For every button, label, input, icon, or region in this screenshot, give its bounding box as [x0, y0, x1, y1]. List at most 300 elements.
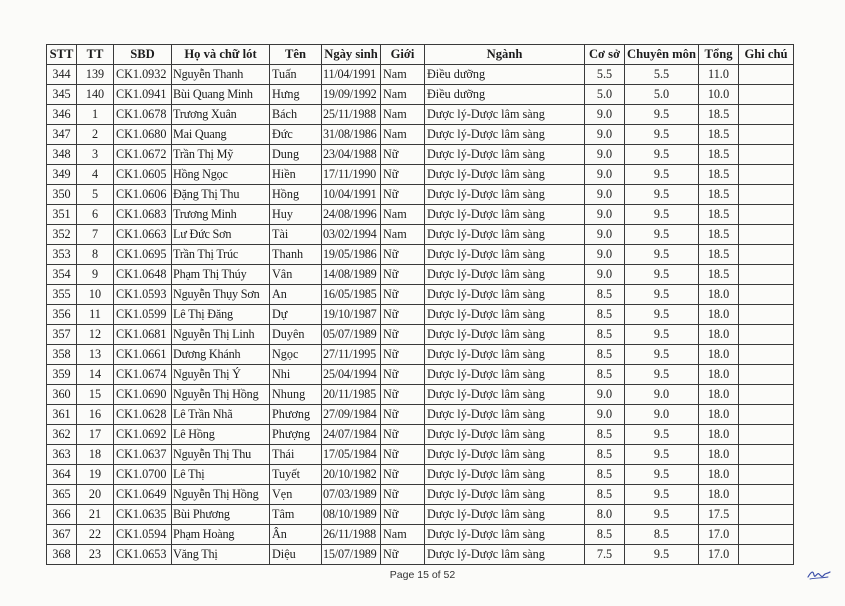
cell-stt: 355 — [47, 285, 77, 305]
cell-chuyen-mon: 5.5 — [625, 65, 699, 85]
cell-ngay-sinh: 17/11/1990 — [322, 165, 381, 185]
cell-tong: 18.0 — [699, 345, 739, 365]
cell-ngay-sinh: 08/10/1989 — [322, 505, 381, 525]
cell-chuyen-mon: 9.5 — [625, 265, 699, 285]
cell-gioi: Nữ — [381, 405, 425, 425]
cell-ngay-sinh: 27/09/1984 — [322, 405, 381, 425]
cell-tt: 7 — [77, 225, 114, 245]
cell-ten: Dung — [270, 145, 322, 165]
cell-ghi-chu — [739, 185, 794, 205]
cell-tong: 18.5 — [699, 145, 739, 165]
cell-tong: 18.5 — [699, 245, 739, 265]
cell-ngay-sinh: 24/07/1984 — [322, 425, 381, 445]
cell-ten: Dự — [270, 305, 322, 325]
cell-ten: Phương — [270, 405, 322, 425]
cell-ho-ten-lot: Nguyễn Thị Linh — [172, 325, 270, 345]
cell-co-so: 7.5 — [585, 545, 625, 565]
table-row — [47, 405, 794, 425]
cell-tong: 18.0 — [699, 425, 739, 445]
cell-nganh: Dược lý-Dược lâm sàng — [425, 445, 585, 465]
cell-co-so: 9.0 — [585, 205, 625, 225]
cell-sbd: CK1.0680 — [114, 125, 172, 145]
cell-sbd: CK1.0695 — [114, 245, 172, 265]
cell-stt: 359 — [47, 365, 77, 385]
header-row — [47, 45, 794, 65]
header-tong: Tổng — [699, 45, 739, 65]
cell-nganh: Dược lý-Dược lâm sàng — [425, 345, 585, 365]
cell-nganh: Dược lý-Dược lâm sàng — [425, 425, 585, 445]
cell-co-so: 9.0 — [585, 225, 625, 245]
cell-ghi-chu — [739, 105, 794, 125]
cell-ghi-chu — [739, 365, 794, 385]
cell-tt: 3 — [77, 145, 114, 165]
cell-tong: 17.0 — [699, 545, 739, 565]
cell-ghi-chu — [739, 225, 794, 245]
cell-chuyen-mon: 9.5 — [625, 445, 699, 465]
cell-tt: 140 — [77, 85, 114, 105]
cell-tt: 13 — [77, 345, 114, 365]
table-row — [47, 205, 794, 225]
table-header — [47, 45, 794, 65]
cell-ten: Ân — [270, 525, 322, 545]
cell-stt: 365 — [47, 485, 77, 505]
cell-ngay-sinh: 15/07/1989 — [322, 545, 381, 565]
cell-nganh: Dược lý-Dược lâm sàng — [425, 545, 585, 565]
cell-gioi: Nữ — [381, 505, 425, 525]
cell-ngay-sinh: 24/08/1996 — [322, 205, 381, 225]
table-row — [47, 65, 794, 85]
cell-gioi: Nam — [381, 205, 425, 225]
cell-stt: 346 — [47, 105, 77, 125]
cell-ten: Vẹn — [270, 485, 322, 505]
cell-nganh: Dược lý-Dược lâm sàng — [425, 145, 585, 165]
cell-tong: 18.0 — [699, 385, 739, 405]
cell-stt: 367 — [47, 525, 77, 545]
table-row — [47, 245, 794, 265]
cell-tt: 12 — [77, 325, 114, 345]
cell-gioi: Nữ — [381, 285, 425, 305]
cell-nganh: Dược lý-Dược lâm sàng — [425, 305, 585, 325]
cell-ghi-chu — [739, 345, 794, 365]
cell-gioi: Nữ — [381, 485, 425, 505]
cell-ten: Nhung — [270, 385, 322, 405]
cell-ten: Duyên — [270, 325, 322, 345]
cell-nganh: Dược lý-Dược lâm sàng — [425, 245, 585, 265]
cell-ngay-sinh: 10/04/1991 — [322, 185, 381, 205]
cell-gioi: Nữ — [381, 445, 425, 465]
cell-ho-ten-lot: Lê Trần Nhã — [172, 405, 270, 425]
cell-tt: 1 — [77, 105, 114, 125]
cell-tong: 18.5 — [699, 225, 739, 245]
cell-ho-ten-lot: Lư Đức Sơn — [172, 225, 270, 245]
cell-ngay-sinh: 31/08/1986 — [322, 125, 381, 145]
cell-co-so: 9.0 — [585, 385, 625, 405]
cell-nganh: Dược lý-Dược lâm sàng — [425, 485, 585, 505]
cell-tt: 16 — [77, 405, 114, 425]
cell-ho-ten-lot: Bùi Quang Minh — [172, 85, 270, 105]
cell-tt: 2 — [77, 125, 114, 145]
cell-co-so: 8.0 — [585, 505, 625, 525]
cell-co-so: 5.0 — [585, 85, 625, 105]
cell-tt: 15 — [77, 385, 114, 405]
cell-nganh: Dược lý-Dược lâm sàng — [425, 465, 585, 485]
cell-ghi-chu — [739, 445, 794, 465]
cell-stt: 352 — [47, 225, 77, 245]
cell-ten: Hưng — [270, 85, 322, 105]
cell-chuyen-mon: 9.5 — [625, 505, 699, 525]
cell-tong: 18.0 — [699, 445, 739, 465]
cell-chuyen-mon: 9.5 — [625, 365, 699, 385]
table-row — [47, 85, 794, 105]
cell-tong: 10.0 — [699, 85, 739, 105]
cell-ten: Tài — [270, 225, 322, 245]
cell-ngay-sinh: 23/04/1988 — [322, 145, 381, 165]
cell-ten: Nhi — [270, 365, 322, 385]
cell-tt: 4 — [77, 165, 114, 185]
cell-ghi-chu — [739, 465, 794, 485]
table-row — [47, 185, 794, 205]
cell-stt: 360 — [47, 385, 77, 405]
cell-chuyen-mon: 9.0 — [625, 405, 699, 425]
cell-tt: 10 — [77, 285, 114, 305]
cell-stt: 361 — [47, 405, 77, 425]
cell-gioi: Nữ — [381, 325, 425, 345]
cell-ho-ten-lot: Hồng Ngọc — [172, 165, 270, 185]
table-body — [47, 65, 794, 565]
cell-chuyen-mon: 9.5 — [625, 465, 699, 485]
cell-co-so: 9.0 — [585, 245, 625, 265]
cell-ghi-chu — [739, 385, 794, 405]
header-sbd: SBD — [114, 45, 172, 65]
table-row — [47, 365, 794, 385]
cell-stt: 351 — [47, 205, 77, 225]
cell-tt: 14 — [77, 365, 114, 385]
cell-ho-ten-lot: Phạm Thị Thúy — [172, 265, 270, 285]
table-row — [47, 225, 794, 245]
cell-sbd: CK1.0594 — [114, 525, 172, 545]
cell-tt: 5 — [77, 185, 114, 205]
cell-co-so: 5.5 — [585, 65, 625, 85]
cell-nganh: Dược lý-Dược lâm sàng — [425, 265, 585, 285]
cell-ghi-chu — [739, 125, 794, 145]
cell-tt: 20 — [77, 485, 114, 505]
cell-gioi: Nữ — [381, 145, 425, 165]
cell-nganh: Dược lý-Dược lâm sàng — [425, 205, 585, 225]
cell-gioi: Nam — [381, 105, 425, 125]
cell-chuyen-mon: 8.5 — [625, 525, 699, 545]
cell-co-so: 9.0 — [585, 165, 625, 185]
page-footer: Page 15 of 52 — [389, 569, 456, 581]
cell-tong: 18.0 — [699, 485, 739, 505]
cell-gioi: Nam — [381, 85, 425, 105]
cell-tong: 18.5 — [699, 205, 739, 225]
cell-tt: 18 — [77, 445, 114, 465]
cell-tong: 18.5 — [699, 185, 739, 205]
cell-chuyen-mon: 9.5 — [625, 345, 699, 365]
cell-gioi: Nữ — [381, 465, 425, 485]
cell-ten: Bách — [270, 105, 322, 125]
table-row — [47, 325, 794, 345]
cell-co-so: 8.5 — [585, 345, 625, 365]
cell-ngay-sinh: 05/07/1989 — [322, 325, 381, 345]
cell-chuyen-mon: 9.5 — [625, 425, 699, 445]
table-row — [47, 445, 794, 465]
table-row — [47, 485, 794, 505]
cell-gioi: Nữ — [381, 385, 425, 405]
cell-ho-ten-lot: Nguyễn Thị Hồng — [172, 385, 270, 405]
header-chuyen-mon: Chuyên môn — [625, 45, 699, 65]
cell-ghi-chu — [739, 85, 794, 105]
cell-tong: 11.0 — [699, 65, 739, 85]
cell-tt: 23 — [77, 545, 114, 565]
cell-ten: Tuấn — [270, 65, 322, 85]
cell-co-so: 8.5 — [585, 285, 625, 305]
cell-nganh: Dược lý-Dược lâm sàng — [425, 165, 585, 185]
cell-tong: 18.0 — [699, 325, 739, 345]
cell-chuyen-mon: 9.5 — [625, 205, 699, 225]
cell-ngay-sinh: 19/10/1987 — [322, 305, 381, 325]
cell-sbd: CK1.0653 — [114, 545, 172, 565]
cell-nganh: Dược lý-Dược lâm sàng — [425, 105, 585, 125]
cell-sbd: CK1.0648 — [114, 265, 172, 285]
signature-icon — [806, 566, 832, 582]
table-row — [47, 105, 794, 125]
cell-ho-ten-lot: Trương Xuân — [172, 105, 270, 125]
cell-tong: 18.5 — [699, 125, 739, 145]
cell-ho-ten-lot: Văng Thị — [172, 545, 270, 565]
cell-ten: Ngọc — [270, 345, 322, 365]
cell-stt: 358 — [47, 345, 77, 365]
table-row — [47, 125, 794, 145]
cell-nganh: Dược lý-Dược lâm sàng — [425, 325, 585, 345]
header-tt: TT — [77, 45, 114, 65]
cell-sbd: CK1.0649 — [114, 485, 172, 505]
cell-ghi-chu — [739, 145, 794, 165]
cell-tong: 18.0 — [699, 465, 739, 485]
cell-ghi-chu — [739, 405, 794, 425]
cell-ho-ten-lot: Mai Quang — [172, 125, 270, 145]
table-row — [47, 525, 794, 545]
cell-stt: 353 — [47, 245, 77, 265]
cell-co-so: 9.0 — [585, 145, 625, 165]
cell-stt: 344 — [47, 65, 77, 85]
cell-ngay-sinh: 17/05/1984 — [322, 445, 381, 465]
cell-tt: 19 — [77, 465, 114, 485]
cell-ho-ten-lot: Nguyễn Thanh — [172, 65, 270, 85]
header-stt: STT — [47, 45, 77, 65]
cell-tt: 21 — [77, 505, 114, 525]
cell-stt: 368 — [47, 545, 77, 565]
cell-nganh: Dược lý-Dược lâm sàng — [425, 385, 585, 405]
table-row — [47, 345, 794, 365]
cell-co-so: 8.5 — [585, 425, 625, 445]
cell-tong: 18.0 — [699, 405, 739, 425]
cell-ghi-chu — [739, 325, 794, 345]
cell-ho-ten-lot: Trần Thị Trúc — [172, 245, 270, 265]
cell-nganh: Điều dưỡng — [425, 85, 585, 105]
cell-ten: Tuyết — [270, 465, 322, 485]
cell-ho-ten-lot: Phạm Hoàng — [172, 525, 270, 545]
cell-sbd: CK1.0700 — [114, 465, 172, 485]
cell-sbd: CK1.0661 — [114, 345, 172, 365]
cell-ghi-chu — [739, 265, 794, 285]
cell-co-so: 8.5 — [585, 525, 625, 545]
cell-sbd: CK1.0692 — [114, 425, 172, 445]
cell-nganh: Dược lý-Dược lâm sàng — [425, 185, 585, 205]
cell-ho-ten-lot: Bùi Phương — [172, 505, 270, 525]
cell-stt: 356 — [47, 305, 77, 325]
cell-gioi: Nữ — [381, 165, 425, 185]
cell-sbd: CK1.0637 — [114, 445, 172, 465]
cell-chuyen-mon: 9.5 — [625, 185, 699, 205]
cell-ngay-sinh: 14/08/1989 — [322, 265, 381, 285]
cell-tong: 18.0 — [699, 365, 739, 385]
cell-stt: 362 — [47, 425, 77, 445]
cell-ten: An — [270, 285, 322, 305]
cell-ho-ten-lot: Lê Hồng — [172, 425, 270, 445]
cell-nganh: Dược lý-Dược lâm sàng — [425, 125, 585, 145]
cell-co-so: 8.5 — [585, 445, 625, 465]
cell-ten: Hồng — [270, 185, 322, 205]
cell-sbd: CK1.0672 — [114, 145, 172, 165]
cell-ho-ten-lot: Nguyễn Thị Hồng — [172, 485, 270, 505]
cell-sbd: CK1.0683 — [114, 205, 172, 225]
cell-ghi-chu — [739, 525, 794, 545]
cell-ghi-chu — [739, 65, 794, 85]
cell-sbd: CK1.0606 — [114, 185, 172, 205]
cell-ngay-sinh: 07/03/1989 — [322, 485, 381, 505]
cell-tong: 18.5 — [699, 165, 739, 185]
cell-ghi-chu — [739, 545, 794, 565]
cell-co-so: 8.5 — [585, 305, 625, 325]
header-co-so: Cơ sở — [585, 45, 625, 65]
cell-nganh: Điều dưỡng — [425, 65, 585, 85]
cell-gioi: Nữ — [381, 185, 425, 205]
table-row — [47, 505, 794, 525]
cell-gioi: Nam — [381, 65, 425, 85]
cell-ngay-sinh: 19/09/1992 — [322, 85, 381, 105]
table-row — [47, 265, 794, 285]
table-row — [47, 385, 794, 405]
cell-ho-ten-lot: Nguyễn Thụy Sơn — [172, 285, 270, 305]
table-row — [47, 425, 794, 445]
cell-co-so: 9.0 — [585, 405, 625, 425]
cell-tt: 9 — [77, 265, 114, 285]
cell-tt: 139 — [77, 65, 114, 85]
cell-tt: 22 — [77, 525, 114, 545]
cell-chuyen-mon: 9.5 — [625, 105, 699, 125]
table-row — [47, 165, 794, 185]
cell-sbd: CK1.0932 — [114, 65, 172, 85]
cell-tong: 18.0 — [699, 285, 739, 305]
cell-chuyen-mon: 9.5 — [625, 165, 699, 185]
cell-sbd: CK1.0681 — [114, 325, 172, 345]
cell-ho-ten-lot: Trương Minh — [172, 205, 270, 225]
cell-ten: Tâm — [270, 505, 322, 525]
cell-ghi-chu — [739, 165, 794, 185]
table-row — [47, 285, 794, 305]
cell-stt: 347 — [47, 125, 77, 145]
cell-chuyen-mon: 9.5 — [625, 285, 699, 305]
cell-tt: 11 — [77, 305, 114, 325]
cell-stt: 348 — [47, 145, 77, 165]
cell-ho-ten-lot: Lê Thị — [172, 465, 270, 485]
cell-chuyen-mon: 9.5 — [625, 545, 699, 565]
cell-co-so: 8.5 — [585, 465, 625, 485]
cell-chuyen-mon: 9.5 — [625, 145, 699, 165]
cell-ten: Đức — [270, 125, 322, 145]
cell-ngay-sinh: 16/05/1985 — [322, 285, 381, 305]
cell-ngay-sinh: 20/10/1982 — [322, 465, 381, 485]
cell-ngay-sinh: 03/02/1994 — [322, 225, 381, 245]
table-row — [47, 145, 794, 165]
cell-ghi-chu — [739, 485, 794, 505]
cell-ngay-sinh: 20/11/1985 — [322, 385, 381, 405]
cell-ho-ten-lot: Đặng Thị Thu — [172, 185, 270, 205]
cell-stt: 363 — [47, 445, 77, 465]
cell-ho-ten-lot: Nguyễn Thị Ý — [172, 365, 270, 385]
cell-sbd: CK1.0674 — [114, 365, 172, 385]
cell-sbd: CK1.0628 — [114, 405, 172, 425]
cell-stt: 366 — [47, 505, 77, 525]
cell-gioi: Nam — [381, 525, 425, 545]
header-ten: Tên — [270, 45, 322, 65]
cell-gioi: Nữ — [381, 365, 425, 385]
header-ho-ten-lot: Họ và chữ lót — [172, 45, 270, 65]
cell-gioi: Nam — [381, 225, 425, 245]
cell-ghi-chu — [739, 305, 794, 325]
cell-co-so: 8.5 — [585, 365, 625, 385]
cell-stt: 354 — [47, 265, 77, 285]
cell-sbd: CK1.0690 — [114, 385, 172, 405]
header-nganh: Ngành — [425, 45, 585, 65]
cell-ngay-sinh: 19/05/1986 — [322, 245, 381, 265]
cell-chuyen-mon: 9.5 — [625, 245, 699, 265]
cell-ghi-chu — [739, 505, 794, 525]
cell-co-so: 9.0 — [585, 265, 625, 285]
cell-sbd: CK1.0663 — [114, 225, 172, 245]
header-ghi-chu: Ghi chú — [739, 45, 794, 65]
cell-tong: 17.0 — [699, 525, 739, 545]
cell-gioi: Nữ — [381, 425, 425, 445]
cell-sbd: CK1.0941 — [114, 85, 172, 105]
cell-ngay-sinh: 11/04/1991 — [322, 65, 381, 85]
cell-chuyen-mon: 9.5 — [625, 305, 699, 325]
cell-chuyen-mon: 9.5 — [625, 485, 699, 505]
cell-nganh: Dược lý-Dược lâm sàng — [425, 285, 585, 305]
cell-tong: 18.5 — [699, 105, 739, 125]
cell-ngay-sinh: 25/04/1994 — [322, 365, 381, 385]
cell-gioi: Nữ — [381, 545, 425, 565]
cell-gioi: Nữ — [381, 345, 425, 365]
cell-ten: Thái — [270, 445, 322, 465]
header-ngay-sinh: Ngày sinh — [322, 45, 381, 65]
header-gioi: Giới — [381, 45, 425, 65]
cell-stt: 357 — [47, 325, 77, 345]
cell-nganh: Dược lý-Dược lâm sàng — [425, 225, 585, 245]
cell-gioi: Nữ — [381, 265, 425, 285]
cell-nganh: Dược lý-Dược lâm sàng — [425, 505, 585, 525]
cell-chuyen-mon: 9.5 — [625, 325, 699, 345]
cell-nganh: Dược lý-Dược lâm sàng — [425, 405, 585, 425]
cell-ten: Hiền — [270, 165, 322, 185]
cell-stt: 349 — [47, 165, 77, 185]
cell-tt: 17 — [77, 425, 114, 445]
cell-nganh: Dược lý-Dược lâm sàng — [425, 365, 585, 385]
cell-ho-ten-lot: Nguyễn Thị Thu — [172, 445, 270, 465]
cell-sbd: CK1.0599 — [114, 305, 172, 325]
cell-nganh: Dược lý-Dược lâm sàng — [425, 525, 585, 545]
